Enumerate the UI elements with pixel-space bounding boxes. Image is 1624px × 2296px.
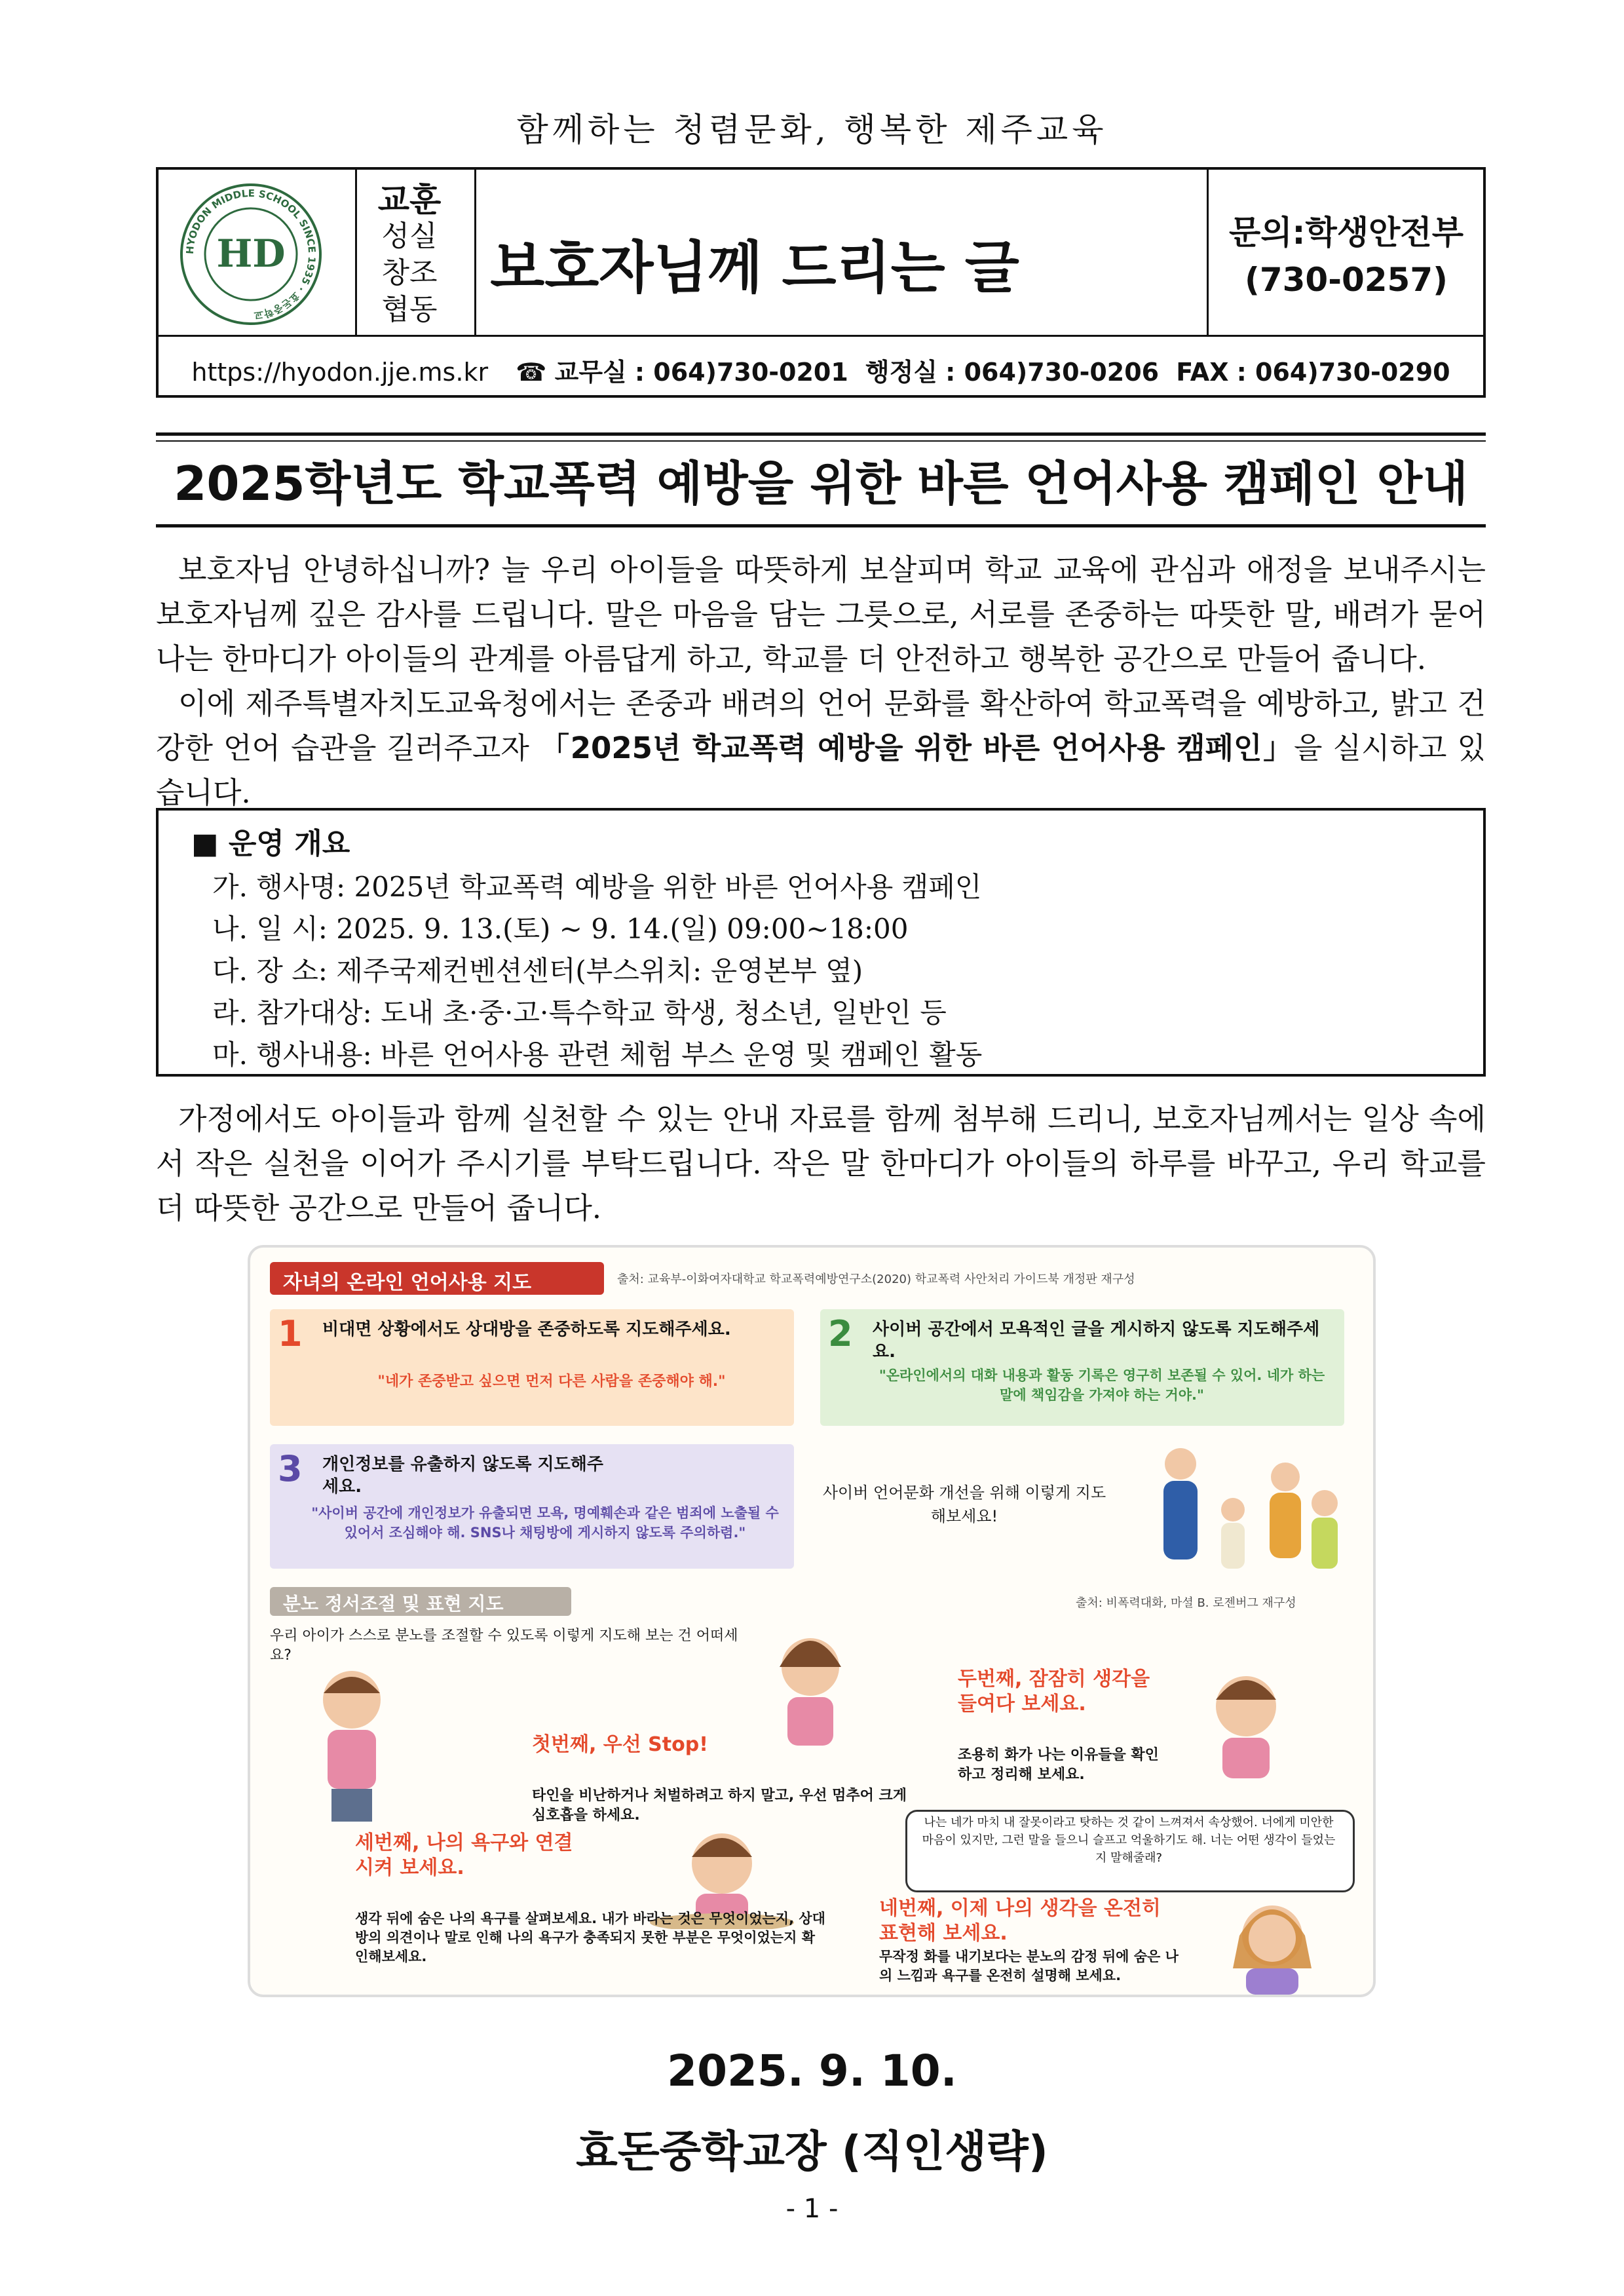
signature: 효돈중학교장 (직인생략)	[576, 2126, 1048, 2177]
intro-paragraph-2	[156, 681, 1486, 815]
divider	[355, 170, 357, 335]
logo-mark: HD	[216, 231, 286, 276]
intro-paragraph: 보호자님 안녕하십니까? 늘 우리 아이들을 따뜻하게 보살피며 학교 교육에 관심과 애정을 보내주시는 보호자님께 깊은 감사를 드립니다. 말은 마음을 담는 그릇으로, 서로를 존중하는 따뜻한 말, 배려가 묻어나는 한마디가 아이들의 관계를 아름답게 하고, 학교를 더 안전하고 행복한 공간으로 만들어 줍니다.	[156, 552, 1486, 676]
step-title: 첫번째, 우선 Stop!	[532, 1733, 708, 1756]
tip-number: 2	[828, 1313, 853, 1354]
motto-title: 교훈	[377, 181, 442, 219]
step-text: 무작정 화를 내기보다는 분노의 감정 뒤에 숨은 나의 느낌과 욕구를 온전히 설명해 보세요.	[879, 1949, 1179, 1983]
slogan: 함께하는 청렴문화, 행복한 제주교육	[516, 111, 1108, 149]
motto-item: 협동	[381, 293, 438, 326]
cyber-caption: 사이버 언어문화 개선을 위해 이렇게 지도해보세요!	[822, 1483, 1106, 1525]
school-url[interactable]: https://hyodon.jje.ms.kr	[191, 358, 489, 387]
intro-text: 을 실시하고 있습니다.	[156, 731, 1486, 810]
overview-item: 마. 행사내용: 바른 언어사용 관련 체험 부스 운영 및 캠페인 활동	[212, 1039, 983, 1071]
divider	[159, 335, 1483, 337]
logo-ring-text: HYODON MIDDLE SCHOOL SINCE 1935 · 효돈중학교	[183, 187, 318, 322]
tip-quote: "사이버 공간에 개인정보가 유출되면 모욕, 명예훼손과 같은 범죄에 노출될 수 있어서 조심해야 해. SNS나 채팅방에 게시하지 않도록 주의하렴."	[311, 1505, 779, 1540]
step-text: 타인을 비난하거나 처벌하려고 하지 말고, 우선 멈추어 크게 심호흡을 하세요.	[532, 1788, 907, 1824]
step-title: 두번째, 잠잠히 생각을 들여다 보세요.	[958, 1668, 1150, 1715]
overview-title: ■ 운영 개요	[191, 827, 350, 860]
contact-phone: (730-0257)	[1245, 261, 1448, 299]
child-illustration	[1194, 1667, 1298, 1778]
overview-box	[156, 808, 1486, 1077]
tip-quote: "온라인에서의 대화 내용과 활동 기록은 영구히 보존될 수 있어. 네가 하는 말에 책임감을 가져야 하는 거야."	[878, 1368, 1325, 1403]
intro-text: 이에 제주특별자치도교육청에서는 존중과 배려의 언어 문화를 확산하여 학교폭력을 예방하고, 밝고 건강한 언어 습관을 길러주고자	[156, 686, 1486, 765]
school-logo	[178, 182, 324, 327]
step-title: 세번째, 나의 욕구와 연결시켜 보세요.	[355, 1831, 573, 1879]
family-illustration	[1122, 1438, 1351, 1588]
tip-title: 개인정보를 유출하지 않도록 지도해주세요.	[322, 1455, 604, 1497]
page-number: - 1 -	[785, 2194, 839, 2224]
admin-label: 행정실	[865, 358, 938, 387]
overview-item: 다. 장 소: 제주국제컨벤션센터(부스위치: 운영본부 옆)	[212, 955, 863, 987]
child-illustration	[768, 1628, 853, 1746]
office-number: 064)730-0201	[653, 358, 848, 387]
phone-icon: ☎	[516, 358, 547, 387]
divider	[156, 432, 1486, 436]
overview-item: 가. 행사명: 2025년 학교폭력 예방을 위한 바른 언어사용 캠페인	[212, 871, 982, 903]
main-title: 2025학년도 학교폭력 예방을 위한 바른 언어사용 캠페인 안내	[174, 456, 1468, 511]
tip-quote: "네가 존중받고 싶으면 먼저 다른 사람을 존중해야 해."	[377, 1373, 726, 1390]
speech-bubble-text: 나는 네가 마치 내 잘못이라고 탓하는 것 같이 느껴져서 속상했어. 너에게 미안한 마음이 있지만, 그런 말을 들으니 슬프고 억울하기도 해. 너는 어떤 생각이 들었는지 말해줄래?	[922, 1816, 1336, 1865]
guidance-infographic	[248, 1245, 1376, 1997]
contact-dept: 문의:학생안전부	[1228, 214, 1464, 252]
overview-item: 라. 참가대상: 도내 초·중·고·특수학교 학생, 청소년, 일반인 등	[212, 997, 947, 1029]
issue-date: 2025. 9. 10.	[667, 2046, 957, 2096]
tip-title: 사이버 공간에서 모욕적인 글을 게시하지 않도록 지도해주세요.	[873, 1320, 1320, 1362]
divider	[156, 440, 1486, 442]
step-text: 생각 뒤에 숨은 나의 욕구를 살펴보세요. 내가 바라는 것은 무엇이었는지, 상대방의 의견이나 말로 인해 나의 욕구가 충족되지 못한 부분은 무엇이었는지 확인해보세요.	[355, 1911, 825, 1964]
office-label: 교무실	[554, 358, 627, 387]
step-text: 조용히 화가 나는 이유들을 확인하고 정리해 보세요.	[958, 1747, 1159, 1783]
child-illustration	[309, 1667, 394, 1824]
document-title: 보호자님께 드리는 글	[490, 235, 1019, 301]
tip-title: 비대면 상황에서도 상대방을 존중하도록 지도해주세요.	[322, 1320, 731, 1339]
section1-title: 자녀의 온라인 언어사용 지도	[283, 1271, 532, 1294]
child-illustration	[1213, 1896, 1331, 1995]
admin-number: 064)730-0206	[964, 358, 1160, 387]
letterhead	[156, 167, 1486, 398]
anger-intro: 우리 아이가 스스로 분노를 조절할 수 있도록 이렇게 지도해 보는 건 어떠세요?	[270, 1628, 738, 1664]
motto-item: 창조	[381, 256, 438, 290]
motto-item: 성실	[381, 220, 438, 253]
overview-item: 나. 일 시: 2025. 9. 13.(토) ~ 9. 14.(일) 09:00~18:00	[212, 913, 909, 945]
fax-label: FAX	[1176, 358, 1229, 387]
school-contact-line: https://hyodon.jje.ms.kr ☎ 교무실 : 064)730-0201 행정실 : 064)730-0206 FAX : 064)730-0290	[191, 358, 1450, 387]
tip-number: 1	[278, 1313, 303, 1354]
contact-info	[1207, 209, 1486, 303]
campaign-name: 「2025년 학교폭력 예방을 위한 바른 언어사용 캠페인」	[539, 731, 1294, 765]
divider	[156, 524, 1486, 527]
motto-list	[367, 218, 452, 328]
section1-source: 출처: 교육부-이화여자대학교 학교폭력예방연구소(2020) 학교폭력 사안처리 가이드북 개정판 재구성	[617, 1272, 1135, 1286]
section2-title: 분노 정서조절 및 표현 지도	[283, 1593, 504, 1615]
tip-number: 3	[278, 1448, 303, 1489]
step-title: 네번째, 이제 나의 생각을 온전히 표현해 보세요.	[879, 1897, 1161, 1945]
closing-paragraph: 가정에서도 아이들과 함께 실천할 수 있는 안내 자료를 함께 첨부해 드리니, 보호자님께서는 일상 속에서 작은 실천을 이어가 주시기를 부탁드립니다. 작은 말 한마디가 아이들의 하루를 바꾸고, 우리 학교를 더 따뜻한 공간으로 만들어 줍니다.	[156, 1101, 1486, 1225]
fax-number: 064)730-0290	[1255, 358, 1450, 387]
section2-source: 출처: 비폭력대화, 마셜 B. 로젠버그 재구성	[1076, 1596, 1296, 1610]
